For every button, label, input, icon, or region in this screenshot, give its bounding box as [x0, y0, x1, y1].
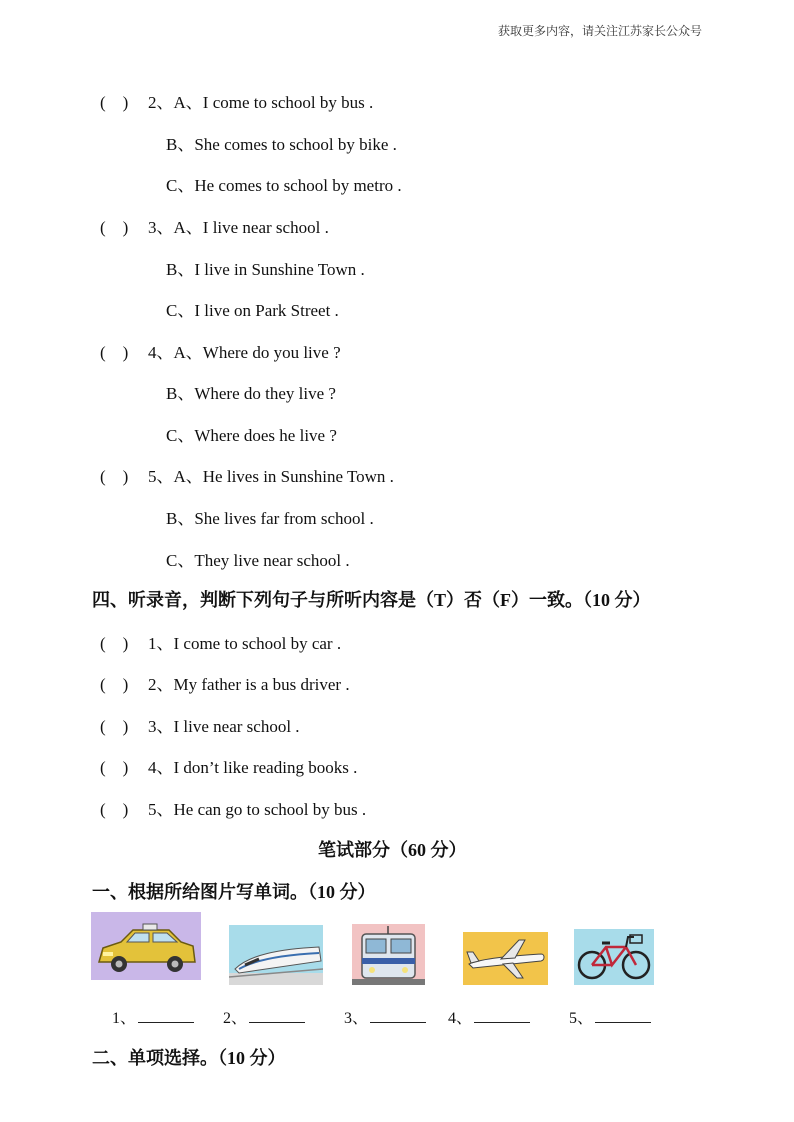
answer-paren[interactable]: ( ) — [100, 218, 129, 237]
answer-paren[interactable]: ( ) — [100, 93, 129, 112]
option-line: 2、A、I come to school by bus . — [148, 93, 374, 112]
blank-number: 3、 — [344, 1010, 369, 1027]
option-line: 3、A、I live near school . — [148, 218, 329, 237]
answer-paren[interactable]: ( ) — [100, 467, 129, 486]
section-heading: 二、单项选择。（10 分） — [92, 1048, 286, 1068]
header-note: 获取更多内容，请关注江苏家长公众号 — [498, 24, 703, 38]
taxi-picture — [91, 912, 201, 980]
option-line: 4、A、Where do you live ? — [148, 343, 341, 362]
blank-number: 1、 — [112, 1010, 137, 1027]
answer-paren[interactable]: ( ) — [100, 758, 129, 777]
bike-picture — [574, 929, 654, 985]
answer-paren[interactable]: ( ) — [100, 634, 129, 653]
option-line: C、Where does he live ? — [166, 426, 337, 445]
answer-blank[interactable] — [223, 1005, 305, 1028]
answer-paren[interactable]: ( ) — [100, 675, 129, 694]
answer-paren[interactable]: ( ) — [100, 800, 129, 819]
statement-line: 3、I live near school . — [148, 717, 300, 736]
option-line: C、He comes to school by metro . — [166, 176, 402, 195]
option-line: C、I live on Park Street . — [166, 301, 339, 320]
answer-blank[interactable] — [569, 1005, 651, 1028]
statement-line: 5、He can go to school by bus . — [148, 800, 367, 819]
option-line: 5、A、He lives in Sunshine Town . — [148, 467, 394, 486]
section-heading: 一、根据所给图片写单词。（10 分） — [92, 882, 376, 902]
blank-number: 4、 — [448, 1010, 473, 1027]
answer-blank[interactable] — [112, 1005, 194, 1028]
statement-line: 1、I come to school by car . — [148, 634, 342, 653]
option-line: B、She lives far from school . — [166, 509, 374, 528]
answer-blank[interactable] — [344, 1005, 426, 1028]
blank-number: 2、 — [223, 1010, 248, 1027]
option-line: B、Where do they live ? — [166, 384, 336, 403]
plane-picture — [463, 932, 548, 985]
answer-blank[interactable] — [448, 1005, 530, 1028]
option-line: B、She comes to school by bike . — [166, 135, 397, 154]
blank-number: 5、 — [569, 1010, 594, 1027]
option-line: B、I live in Sunshine Town . — [166, 260, 365, 279]
answer-paren[interactable]: ( ) — [100, 717, 129, 736]
metro-picture — [352, 924, 425, 985]
statement-line: 4、I don’t like reading books . — [148, 758, 358, 777]
answer-paren[interactable]: ( ) — [100, 343, 129, 362]
train-picture — [229, 925, 323, 985]
section-heading: 四、听录音，判断下列句子与所听内容是（T）否（F）一致。（10 分） — [92, 590, 651, 610]
statement-line: 2、My father is a bus driver . — [148, 675, 350, 694]
written-part-title: 笔试部分（60 分） — [318, 840, 467, 860]
option-line: C、They live near school . — [166, 551, 350, 570]
